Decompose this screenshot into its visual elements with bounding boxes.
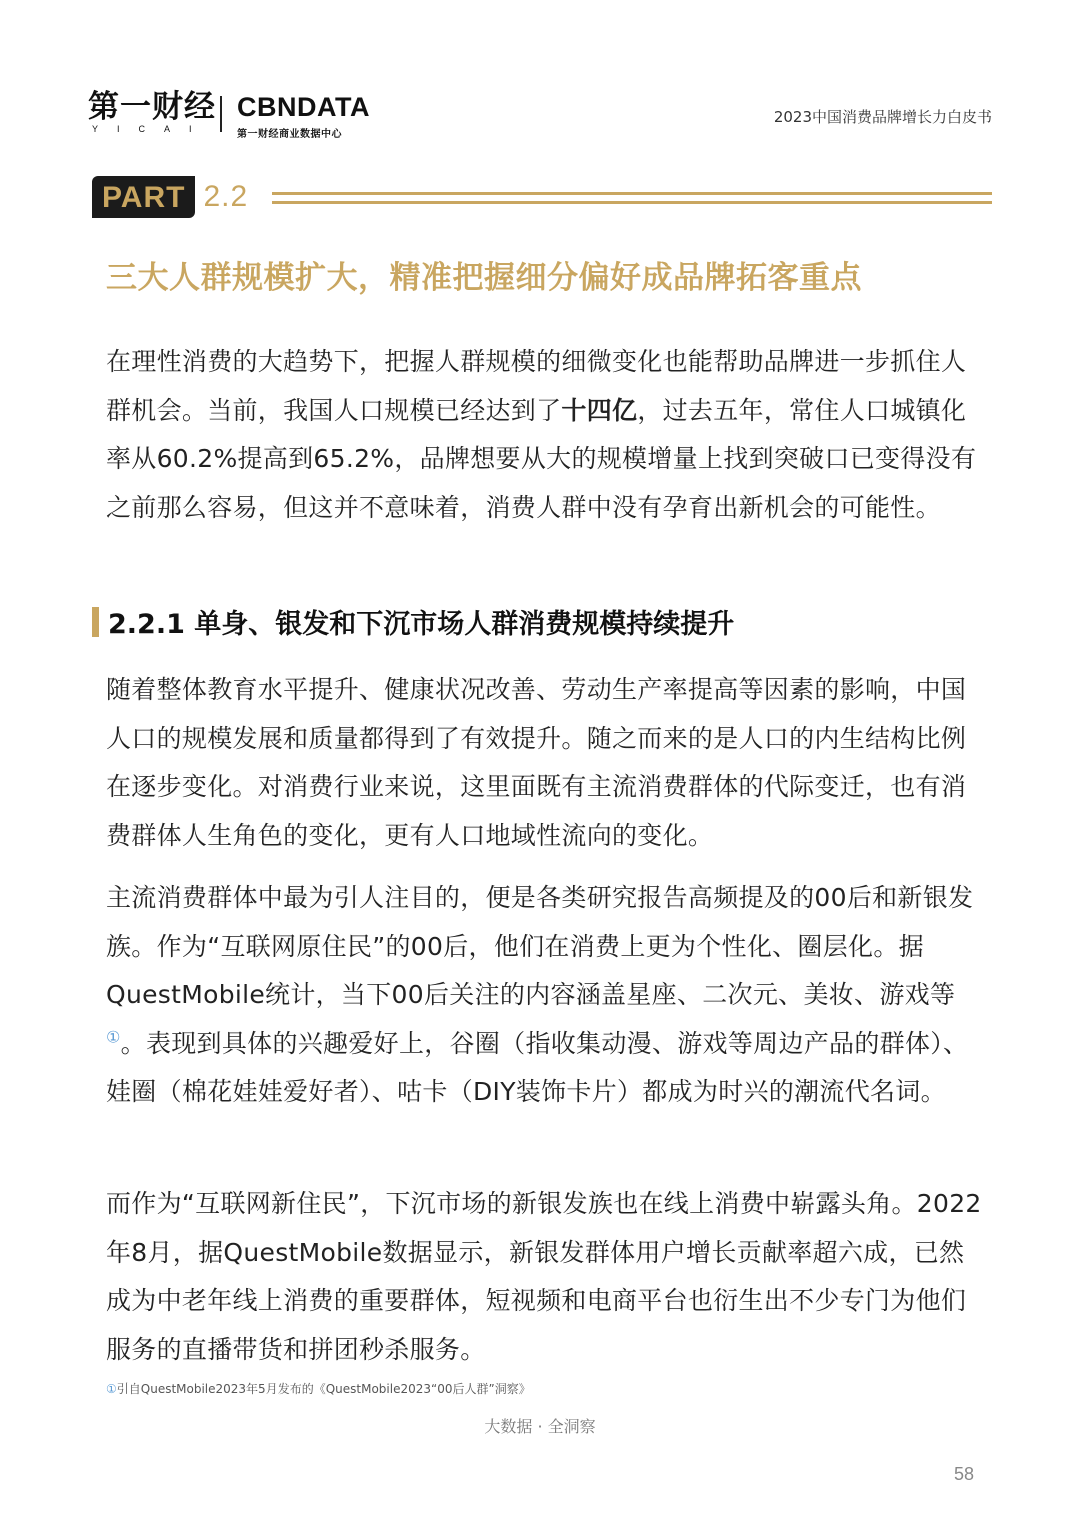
- footnote-marker: ①: [106, 1382, 117, 1396]
- part-number: 2.2: [203, 180, 249, 213]
- footnote-reference-link[interactable]: ①: [106, 1027, 121, 1047]
- rule-line-bottom: [272, 201, 992, 204]
- intro-paragraph: [106, 338, 986, 532]
- page-number: 58: [953, 1464, 974, 1484]
- footnote: [106, 1380, 531, 1397]
- yicai-logo: [88, 89, 216, 134]
- part-label: PART: [92, 176, 195, 218]
- paragraph-trends: 随着整体教育水平提升、健康状况改善、劳动生产率提高等因素的影响，中国人口的规模发展和质量都得到了有效提升。随之而来的是人口的内生结构比例在逐步变化。对消费行业来说，这里面既有主流消费群体的代际变迁，也有消费群体人生角色的变化，更有人口地域性流向的变化。: [106, 675, 967, 850]
- intro-text-b: ，过去五年，常住人口城镇化率从60.2%提高到65.2%，品牌想要从大的规模增量上找到突破口已变得没有之前那么容易，但这并不意味着，消费人群中没有孕育出新机会的可能性。: [106, 395, 977, 522]
- page-header: [0, 0, 1080, 150]
- part-divider-rule: [272, 192, 992, 204]
- section-heading: [92, 602, 734, 641]
- part-heading: [92, 176, 248, 218]
- rule-line-top: [272, 192, 992, 195]
- logo-divider: [220, 96, 222, 132]
- yicai-logo-subtext: YICAI: [92, 124, 211, 134]
- document-title: 2023中国消费品牌增长力白皮书: [773, 108, 992, 126]
- page-title: 三大人群规模扩大，精准把握细分偏好成品牌拓客重点: [106, 260, 862, 296]
- paragraph-silver: 而作为“互联网新住民”，下沉市场的新银发族也在线上消费中崭露头角。2022年8月，据QuestMobile数据显示，新银发群体用户增长贡献率超六成，已然成为中老年线上消费的重要群体，短视频和电商平台也衍生出不少专门为他们服务的直播带货和拼团秒杀服务。: [106, 1189, 982, 1364]
- paragraph-gen-z: [106, 874, 986, 1117]
- section-marker-bar: [92, 607, 99, 637]
- gen-z-text-a: 主流消费群体中最为引人注目的，便是各类研究报告高频提及的00后和新银发族。作为“互联网原住民”的00后，他们在消费上更为个性化、圈层化。据QuestMobile统计，当下00后关注的内容涵盖星座、二次元、美妆、游戏等: [106, 883, 974, 1009]
- section-title: 2.2.1 单身、银发和下沉市场人群消费规模持续提升: [108, 609, 735, 640]
- yicai-logo-text: 第一财经: [88, 89, 216, 125]
- cbndata-logo: [237, 94, 370, 140]
- footnote-text: 引自QuestMobile2023年5月发布的《QuestMobile2023“00后人群”洞察》: [116, 1382, 531, 1396]
- cbndata-logo-subtext: 第一财经商业数据中心: [237, 129, 342, 140]
- footer-slogan: 大数据 · 全洞察: [484, 1417, 596, 1436]
- intro-text-a: 在理性消费的大趋势下，把握人群规模的细微变化也能帮助品牌进一步抓住人群机会。当前，我国人口规模已经达到了: [106, 347, 967, 425]
- gen-z-text-b: 。表现到具体的兴趣爱好上，谷圈（指收集动漫、游戏等周边产品的群体）、娃圈（棉花娃娃爱好者）、咕卡（DIY装饰卡片）都成为时兴的潮流代名词。: [106, 1028, 969, 1106]
- cbndata-logo-text: CBNDATA: [237, 92, 370, 122]
- intro-emphasis: 十四亿: [561, 395, 638, 425]
